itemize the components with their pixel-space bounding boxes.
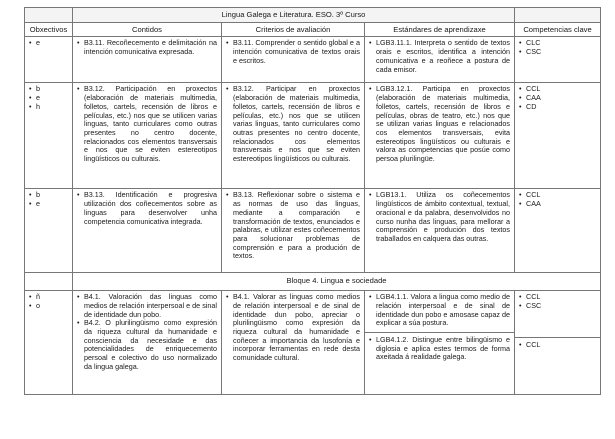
list-item: • B3.13. Identificación e progresiva utilización dos coñecementos sobre as linguas para desenvolver unha competencia comunicativa integrada. [77, 191, 217, 226]
competencias-cell [515, 189, 601, 273]
estandares-split [365, 332, 514, 362]
competencias-cell [515, 37, 601, 83]
list-item: • CCL [519, 85, 596, 94]
list-item: • LGB4.1.2. Distingue entre bilingüismo e diglosia e aplica estes termos de forma axeitada á realidade galega. [369, 336, 510, 362]
competencias-cell [515, 83, 601, 189]
list-item: • e [29, 39, 68, 48]
col-header-estandares: Estándares de aprendizaxe [365, 22, 515, 37]
col-header-obxectivos: Obxectivos [25, 22, 73, 37]
criterios-cell [222, 291, 365, 395]
contidos-cell [73, 189, 222, 273]
competencias-cell [515, 291, 601, 395]
section-row [25, 273, 601, 291]
section-spacer [25, 273, 73, 291]
col-header-criterios: Criterios de avaliación [222, 22, 365, 37]
list-item: • B4.1. Valoración das linguas como medios de relación interpersoal e de sinal de identidade dun pobo. [77, 293, 217, 319]
list-item: • b [29, 85, 68, 94]
obxectivos-cell [25, 83, 73, 189]
list-item: • B3.13. Reflexionar sobre o sistema e as normas de uso das linguas, mediante a comparación e transformación de textos, enunciados e palabras, e utilizar estes coñecementos para solucionar problemas de comprensión e para a produción de textos. [226, 191, 360, 261]
obxectivos-cell [25, 291, 73, 395]
contidos-cell [73, 37, 222, 83]
list-item: • CCL [519, 341, 596, 350]
title-spacer-right [515, 8, 601, 23]
list-item: • CD [519, 103, 596, 112]
list-item: • b [29, 191, 68, 200]
header-row [25, 22, 601, 37]
list-item: • B4.1. Valorar as linguas como medios de relación interpersoal e de sinal de identidade dun pobo, apreciar o plurilingüismo como expresión da riqueza cultural da humanidade e coñecer a importancia da lusofonía e incorporar ferramentas en rede desta comunidade cultural. [226, 293, 360, 363]
col-header-contidos: Contidos [73, 22, 222, 37]
criterios-cell [222, 83, 365, 189]
col-header-competencias: Competencias clave [515, 22, 601, 37]
list-item: • B4.2. O plurilingüismo como expresión da riqueza cultural da humanidade e consciencia da necesidade e das potencialidades de enriquecemento persoal e colectivo do uso normalizado da lingua galega. [77, 319, 217, 371]
list-item: • B3.12. Participación en proxectos (elaboración de materiais multimedia, folletos, cartels, recensión de libros e películas, etc.) nos que se utilicen varias linguas, tanto curriculares como outras presentes no centro docente, relacionados cos elementos transversais e nos que se eviten estereotipos lingüísticos ou culturais. [77, 85, 217, 163]
list-item: • CCL [519, 191, 596, 200]
contidos-cell [73, 291, 222, 395]
list-item: • e [29, 94, 68, 103]
estandares-cell [365, 37, 515, 83]
estandares-cell [365, 83, 515, 189]
list-item: • B3.11. Recoñecemento e delimitación na intención comunicativa expresada. [77, 39, 217, 56]
list-item: • B3.12. Participar en proxectos (elaboración de materiais multimedia, folletos, cartels, recensión de libros e películas, etc.) nos que se utilicen varias linguas, tanto curriculares como outras presentes no centro docente, relacionados cos elementos transversais e nos que se eviten estereotipos lingüísticos ou culturais. [226, 85, 360, 163]
list-item: • CAA [519, 94, 596, 103]
list-item: • CAA [519, 200, 596, 209]
list-item: • CCL [519, 293, 596, 302]
list-item: • LGB3.11.1. Interpreta o sentido de textos orais e escritos, identifica a intención comunicativa e a reoñece a postura de cada emisor. [369, 39, 510, 74]
table-row [25, 189, 601, 273]
list-item: • h [29, 103, 68, 112]
title-row [25, 8, 601, 23]
criterios-cell [222, 37, 365, 83]
list-item: • LGB13.1. Utiliza os coñecementos lingüísticos de ámbito contextual, textual, oracional e da palabra, desenvolvidos no curso nunha das linguas, para mellorar a comprensión e produción dos textos traballados en calquera das outras. [369, 191, 510, 243]
table-title: Lingua Galega e Literatura. ESO. 3º Curso [73, 8, 515, 23]
table-row [25, 291, 601, 395]
list-item: • LGB4.1.1. Valora a lingua como medio de relación interpersoal e de sinal de identidade dun pobo e amosase capaz de explicar a súa postura. [369, 293, 510, 328]
obxectivos-cell [25, 37, 73, 83]
obxectivos-cell [25, 189, 73, 273]
list-item: • CSC [519, 302, 596, 311]
estandares-cell [365, 189, 515, 273]
table-row [25, 83, 601, 189]
section-title: Bloque 4. Lingua e sociedade [73, 273, 601, 291]
list-item: • e [29, 200, 68, 209]
title-spacer [25, 8, 73, 23]
criterios-cell [222, 189, 365, 273]
list-item: • ñ [29, 293, 68, 302]
list-item: • LGB3.12.1. Participa en proxectos (elaboración de materiais multimedia, folletos, cartels, recensión de libros e películas, obras de teatro, etc.) nos que se utilizan varias linguas e relacionados cos elementos transversais, evita estereotipos lingüísticos ou culturais e valora as competencias que posúe como persoa plurilingüe. [369, 85, 510, 163]
contidos-cell [73, 83, 222, 189]
list-item: • o [29, 302, 68, 311]
estandares-cell [365, 291, 515, 395]
curriculum-table [24, 7, 601, 395]
competencias-split [515, 337, 600, 350]
list-item: • CLC [519, 39, 596, 48]
table-row [25, 37, 601, 83]
list-item: • B3.11. Comprender o sentido global e a intención comunicativa de textos orais e escritos. [226, 39, 360, 65]
list-item: • CSC [519, 48, 596, 57]
